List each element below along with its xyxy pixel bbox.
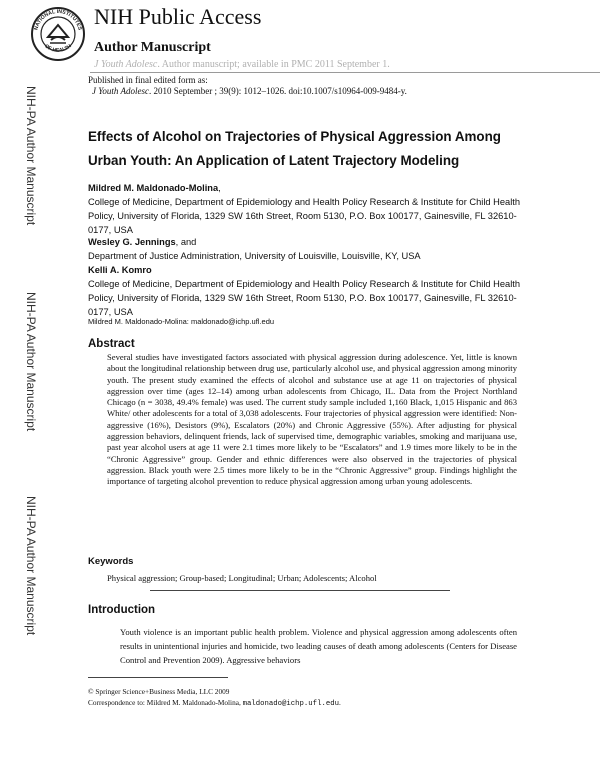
- footnote-divider: [88, 677, 228, 678]
- availability-text: . Author manuscript; available in PMC 2011 September 1.: [157, 59, 390, 70]
- author-2: [88, 237, 196, 247]
- journal-availability-line: [94, 59, 390, 70]
- author-separator: ,: [218, 183, 221, 193]
- author-name: Wesley G. Jennings: [88, 237, 176, 247]
- author-name: Kelli A. Komro: [88, 265, 152, 275]
- author-name: Mildred M. Maldonado-Molina: [88, 183, 219, 193]
- citation-line: [92, 86, 407, 96]
- side-watermark-2: NIH-PA Author Manuscript: [24, 292, 38, 432]
- logo-ring-top: NATIONAL INSTITUTES: [33, 8, 83, 31]
- side-watermark-3: NIH-PA Author Manuscript: [24, 496, 38, 636]
- keywords-text: Physical aggression; Group-based; Longitudinal; Urban; Adolescents; Alcohol: [107, 573, 377, 583]
- author-2-affiliation: Department of Justice Administration, University of Louisville, Louisville, KY, USA: [88, 251, 421, 261]
- keywords-heading: Keywords: [88, 556, 134, 567]
- author-1: [88, 183, 221, 193]
- correspondence-label: Correspondence to: Mildred M. Maldonado-Molina,: [88, 698, 243, 707]
- author-3: [88, 265, 152, 275]
- correspondence-note: [88, 698, 341, 708]
- copyright-notice: © Springer Science+Business Media, LLC 2009: [88, 687, 230, 696]
- abstract-text: Several studies have investigated factors associated with physical aggression during adolescence. Yet, little is known about the longitudinal relationship between drug use, particularly alcohol use, and physical aggression among minority youth. The present study examined the effects of alcohol and substance use at age 11 on trajectories of physical aggression over time (ages 12–14) among urban adolescents from Chicago, IL. Data from the Project Northland Chicago (n = 3038, 49.4% female) was used. The current study sample included 1,160 Black, 1,015 Hispanic and 863 White/ other adolescents for a total of 3,038 adolescents. Four trajectories of physical aggression were identified: Non-aggressive (16%), Desistors (9%), Escalators (20%) and Chronic Aggressive (55%). After adjusting for physical aggression behaviors, delinquent friends, lack of supervised time, demographic variables, smoking and marijuana use, past year alcohol users at age 11 were 2.1 times more likely to be “Escalators” and 1.9 times more likely to be in the “Chronic Aggressive” group. Gender and ethnic differences were also observed in the trajectories of physical aggression. Black youth were 2.5 times more likely to be in the “Chronic Aggressive” group. Findings highlight the importance of targeting alcohol prevention to reduce physical aggression among urban young adolescents.: [107, 352, 517, 487]
- introduction-text: Youth violence is an important public health problem. Violence and physical aggression among adolescents often results in unintentional injuries and homicide, two leading causes of death among adolescents (Centers for Disease Control and Prevention 2009). Aggressive behaviors: [120, 627, 517, 666]
- author-3-affiliation: College of Medicine, Department of Epidemiology and Health Policy Research & Institute for Child Health Policy, University of Florida, 1329 SW 16th Street, Room 5130, P.O. Box 100177, Gainesville, FL 32610-0177, USA: [88, 279, 521, 317]
- abstract-heading: Abstract: [88, 338, 135, 350]
- correspondence-email-link[interactable]: maldonado@ichp.ufl.edu: [242, 700, 339, 708]
- side-watermark-1: NIH-PA Author Manuscript: [24, 86, 38, 226]
- nih-public-access-title: NIH Public Access: [94, 4, 262, 29]
- introduction-heading: Introduction: [88, 604, 156, 616]
- keywords-divider: [150, 590, 450, 591]
- author-separator: , and: [175, 237, 197, 247]
- logo-ring-bottom: OF HEALTH: [43, 43, 73, 54]
- article-title: Effects of Alcohol on Trajectories of Physical Aggression Among Urban Youth: An Application of Latent Trajectory Modeling: [88, 129, 501, 168]
- citation-details: . 2010 September ; 39(9): 1012–1026. doi:10.1007/s10964-009-9484-y.: [149, 86, 407, 96]
- published-label: Published in final edited form as:: [88, 75, 208, 85]
- header-divider: [90, 72, 600, 73]
- corresponding-email-line: Mildred M. Maldonado-Molina: maldonado@ichp.ufl.edu: [88, 317, 275, 326]
- journal-abbrev: J Youth Adolesc: [94, 59, 158, 70]
- nih-logo: [30, 6, 86, 62]
- author-manuscript-label: Author Manuscript: [94, 40, 211, 55]
- citation-journal: J Youth Adolesc: [92, 86, 150, 96]
- nih-seal-icon: [30, 6, 86, 62]
- correspondence-end: .: [338, 698, 341, 707]
- author-1-affiliation: College of Medicine, Department of Epidemiology and Health Policy Research & Institute for Child Health Policy, University of Florida, 1329 SW 16th Street, Room 5130, P.O. Box 100177, Gainesville, FL 32610-0177, USA: [88, 197, 521, 235]
